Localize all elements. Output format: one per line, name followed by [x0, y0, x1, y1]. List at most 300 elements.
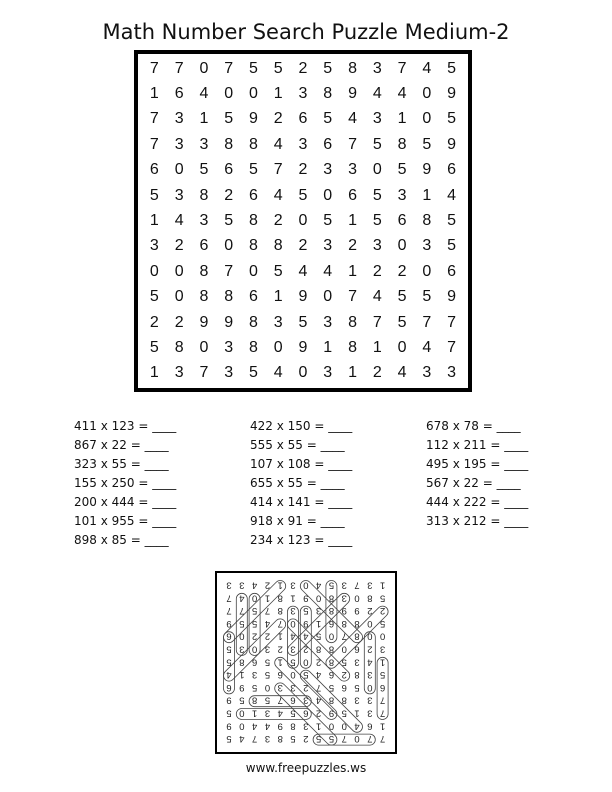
grid-cell: 4: [199, 85, 209, 103]
answer-key-digit: 8: [367, 592, 373, 604]
answer-key-digit: 4: [264, 617, 271, 629]
grid-cell: 9: [447, 135, 457, 153]
clue: 200 x 444 = ____: [74, 495, 177, 509]
grid-cell: 7: [174, 59, 184, 77]
answer-key-digit: 4: [315, 694, 322, 706]
grid-cell: 7: [447, 313, 457, 331]
grid-cell: 5: [273, 262, 283, 280]
grid-cell: 5: [249, 59, 258, 77]
answer-key-digit: 5: [239, 694, 245, 706]
answer-key-digit: 1: [290, 592, 296, 604]
grid-cell: 3: [174, 364, 184, 382]
grid-cell: 7: [447, 338, 457, 356]
grid-cell: 8: [422, 211, 432, 229]
answer-key-digit: 1: [315, 720, 322, 732]
grid-cell: 8: [249, 237, 258, 255]
answer-key-digit: 1: [277, 656, 283, 668]
grid-cell: 3: [422, 364, 432, 382]
answer-key-digit: 5: [290, 733, 296, 745]
answer-key-digit: 8: [277, 733, 283, 745]
clue: 495 x 195 = ____: [426, 457, 529, 471]
grid-cell: 1: [149, 364, 159, 382]
grid-cell: 2: [273, 211, 283, 229]
answer-key-digit: 2: [277, 643, 283, 655]
grid-cell: 3: [372, 237, 382, 255]
answer-key-digit: 4: [251, 579, 258, 591]
answer-key-digit: 1: [277, 630, 283, 642]
grid-cell: 6: [224, 161, 234, 179]
grid-cell: 6: [298, 110, 308, 128]
grid-cell: 7: [372, 313, 382, 331]
answer-key-digit: 6: [290, 694, 296, 706]
grid-cell: 7: [273, 161, 283, 179]
grid-cell: 2: [174, 237, 184, 255]
answer-key-digit: 9: [303, 617, 309, 629]
answer-key-digit: 0: [315, 592, 322, 604]
answer-key-digit: 2: [379, 605, 386, 617]
answer-key-digit: 0: [367, 681, 373, 693]
grid-cell: 7: [348, 288, 357, 306]
answer-key-digit: 5: [341, 707, 347, 719]
grid-cell: 2: [149, 313, 159, 331]
answer-key-digit: 5: [354, 681, 360, 693]
answer-key-digit: 3: [290, 643, 296, 655]
answer-key-digit: 2: [303, 733, 309, 745]
answer-key-digit: 8: [354, 669, 360, 681]
grid-cell: 7: [199, 364, 209, 382]
answer-key-digit: 4: [277, 707, 283, 719]
grid-cell: 0: [174, 262, 184, 280]
answer-key-digit: 3: [290, 605, 296, 617]
grid-cell: 3: [447, 364, 457, 382]
grid-cell: 1: [348, 364, 357, 382]
answer-key-digit: 5: [226, 656, 232, 668]
grid-cell: 6: [174, 85, 184, 103]
grid-cell: 9: [224, 313, 234, 331]
grid-cell: 4: [397, 364, 407, 382]
grid-cell: 4: [372, 85, 382, 103]
answer-key-digit: 3: [264, 707, 271, 719]
answer-key-digit: 6: [277, 669, 283, 681]
grid-cell: 0: [249, 262, 258, 280]
answer-key-digit: 9: [226, 694, 232, 706]
answer-key-digit: 7: [277, 694, 283, 706]
grid-cell: 7: [224, 262, 234, 280]
grid-cell: 8: [224, 135, 234, 153]
answer-key-digit: 5: [341, 656, 347, 668]
answer-key-digit: 3: [379, 643, 386, 655]
grid-cell: 5: [372, 135, 382, 153]
answer-key-digit: 5: [264, 656, 271, 668]
answer-key-digit: 8: [315, 643, 322, 655]
grid-cell: 2: [273, 110, 283, 128]
answer-key-digit: 0: [239, 707, 245, 719]
grid-cell: 4: [397, 85, 407, 103]
grid-cell: 9: [199, 313, 209, 331]
answer-key-digit: 8: [328, 592, 335, 604]
answer-key-digit: 7: [226, 605, 232, 617]
answer-key-digit: 0: [303, 579, 309, 591]
grid-cell: 5: [149, 186, 159, 204]
clue: 918 x 91 = ____: [250, 514, 345, 528]
answer-key-digit: 2: [367, 643, 373, 655]
answer-key-digit: 5: [315, 630, 322, 642]
answer-key-digit: 3: [367, 579, 373, 591]
grid-cell: 7: [348, 135, 357, 153]
grid-cell: 0: [298, 364, 308, 382]
grid-cell: 3: [273, 313, 283, 331]
clue: 107 x 108 = ____: [250, 457, 353, 471]
puzzle-title: Math Number Search Puzzle Medium-2: [102, 20, 510, 44]
grid-cell: 8: [199, 262, 209, 280]
grid-cell: 1: [348, 211, 357, 229]
answer-key-digit: 6: [379, 681, 386, 693]
answer-key-digit: 0: [341, 643, 347, 655]
grid-cell: 7: [149, 59, 159, 77]
answer-key-digit: 1: [354, 707, 360, 719]
site-url: www.freepuzzles.ws: [245, 761, 367, 775]
grid-cell: 8: [348, 313, 357, 331]
grid-cell: 1: [323, 338, 333, 356]
grid-cell: 6: [249, 288, 258, 306]
grid-cell: 1: [199, 110, 209, 128]
answer-key-digit: 5: [290, 656, 296, 668]
answer-key-digit: 4: [354, 720, 360, 732]
clue: 414 x 141 = ____: [250, 495, 353, 509]
answer-key-digit: 7: [379, 733, 386, 745]
grid-cell: 5: [273, 59, 283, 77]
grid-cell: 5: [149, 288, 159, 306]
answer-key-digit: 7: [264, 605, 271, 617]
answer-key-digit: 8: [341, 694, 347, 706]
answer-key-digit: 0: [290, 617, 296, 629]
answer-key-digit: 7: [315, 681, 322, 693]
grid-cell: 8: [199, 186, 209, 204]
grid-cell: 9: [298, 288, 308, 306]
answer-key-digit: 1: [379, 720, 386, 732]
clue: 867 x 22 = ____: [74, 438, 169, 452]
grid-cell: 8: [224, 288, 234, 306]
answer-key-digit: 5: [251, 617, 258, 629]
grid-cell: 8: [348, 59, 357, 77]
grid-cell: 5: [422, 135, 432, 153]
grid-cell: 5: [249, 161, 258, 179]
grid-cell: 8: [249, 211, 258, 229]
grid-cell: 2: [174, 313, 184, 331]
grid-cell: 0: [249, 85, 258, 103]
answer-key-digit: 8: [277, 592, 283, 604]
grid-cell: 8: [199, 288, 209, 306]
grid-cell: 5: [298, 186, 308, 204]
grid-cell: 3: [298, 135, 308, 153]
answer-key-digit: 4: [226, 669, 232, 681]
answer-key-digit: 8: [239, 656, 245, 668]
answer-key-digit: 5: [328, 579, 335, 591]
grid-cell: 0: [199, 59, 209, 77]
grid-cell: 6: [397, 211, 407, 229]
answer-key-digit: 9: [226, 720, 232, 732]
grid-cell: 0: [224, 237, 234, 255]
answer-key-digit: 9: [239, 681, 245, 693]
grid-cell: 4: [273, 364, 283, 382]
grid-cell: 2: [348, 237, 357, 255]
answer-key-digit: 4: [290, 630, 296, 642]
answer-key-digit: 2: [264, 630, 271, 642]
grid-cell: 3: [397, 186, 407, 204]
grid-cell: 0: [149, 262, 159, 280]
answer-key-digit: 8: [290, 720, 296, 732]
grid-cell: 2: [372, 262, 382, 280]
answer-key-digit: 5: [290, 707, 296, 719]
grid-cell: 3: [174, 135, 184, 153]
grid-cell: 2: [224, 186, 234, 204]
answer-key-digit: 0: [264, 681, 271, 693]
grid-cell: 1: [422, 186, 432, 204]
answer-key-digit: 3: [341, 579, 347, 591]
answer-key-digit: 3: [341, 592, 347, 604]
grid-cell: 4: [422, 338, 432, 356]
answer-key-digit: 0: [239, 630, 245, 642]
clue: 234 x 123 = ____: [250, 533, 353, 547]
answer-key-digit: 3: [354, 656, 360, 668]
grid-cell: 3: [174, 186, 184, 204]
answer-key-digit: 4: [315, 669, 322, 681]
clue: 411 x 123 = ____: [74, 419, 177, 433]
answer-key-digit: 2: [315, 656, 322, 668]
answer-key-digit: 7: [239, 605, 245, 617]
clue: 898 x 85 = ____: [74, 533, 169, 547]
grid-cell: 0: [174, 161, 184, 179]
grid-cell: 3: [348, 161, 357, 179]
answer-key-digit: 8: [328, 656, 335, 668]
grid-cell: 1: [397, 110, 407, 128]
grid-cell: 3: [422, 237, 432, 255]
answer-key-digit: 3: [303, 694, 309, 706]
answer-key-digit: 2: [303, 681, 309, 693]
answer-key-digit: 6: [367, 720, 373, 732]
grid-cell: 5: [298, 313, 308, 331]
answer-key-digit: 5: [239, 617, 245, 629]
clue-column-3: [426, 417, 528, 531]
grid-cell: 1: [273, 288, 283, 306]
grid-cell: 8: [348, 338, 357, 356]
grid-cell: 0: [372, 161, 382, 179]
answer-key-digit: 5: [379, 669, 386, 681]
answer-key-digit: 3: [290, 681, 296, 693]
answer-key-digit: 1: [379, 656, 386, 668]
grid-cell: 6: [199, 237, 209, 255]
grid-cell: 4: [273, 135, 283, 153]
answer-key-digit: 6: [354, 643, 360, 655]
answer-key-digit: 0: [251, 592, 258, 604]
answer-key-graphic: [217, 573, 395, 752]
grid-cell: 6: [249, 186, 258, 204]
answer-key-digit: 2: [303, 643, 309, 655]
grid-cell: 0: [323, 186, 333, 204]
clue: 678 x 78 = ____: [426, 419, 521, 433]
grid-cell: 2: [298, 161, 308, 179]
answer-key-digit: 9: [277, 720, 283, 732]
answer-key-digit: 1: [379, 579, 386, 591]
grid-cell: 8: [249, 135, 258, 153]
grid-cell: 2: [298, 237, 308, 255]
answer-key-digit: 5: [226, 643, 232, 655]
grid-cell: 6: [323, 135, 333, 153]
answer-key-digit: 7: [251, 733, 258, 745]
grid-cell: 3: [149, 237, 159, 255]
answer-key-digit: 6: [328, 669, 335, 681]
answer-key-digit: 6: [226, 630, 232, 642]
answer-key-thumbnail: [215, 571, 397, 754]
answer-key-digit: 7: [341, 630, 347, 642]
answer-key-digit: 9: [226, 617, 232, 629]
grid-cell: 3: [298, 85, 308, 103]
grid-cell: 5: [397, 288, 407, 306]
grid-cell: 9: [447, 85, 457, 103]
grid-cell: 3: [323, 161, 333, 179]
grid-cell: 5: [224, 110, 234, 128]
grid-cell: 3: [224, 338, 234, 356]
grid-cell: 4: [298, 262, 308, 280]
answer-key-digit: 0: [379, 630, 386, 642]
answer-key-digit: 9: [354, 605, 360, 617]
answer-key-digit: 3: [264, 643, 271, 655]
grid-cell: 1: [149, 85, 159, 103]
grid-cell: 0: [199, 338, 209, 356]
grid-cell: 5: [249, 364, 258, 382]
answer-key-digit: 0: [239, 720, 245, 732]
clue: 323 x 55 = ____: [74, 457, 169, 471]
answer-key-digit: 3: [277, 681, 283, 693]
grid-cell: 3: [199, 211, 209, 229]
answer-key-digit: 5: [251, 681, 258, 693]
clue: 313 x 212 = ____: [426, 514, 529, 528]
answer-key-digit: 9: [341, 605, 347, 617]
clue: 422 x 150 = ____: [250, 419, 353, 433]
grid-cell: 5: [323, 211, 333, 229]
answer-key-digit: 8: [354, 617, 360, 629]
grid-cell: 5: [224, 211, 234, 229]
grid-cell: 9: [447, 288, 457, 306]
answer-key-digit: 4: [239, 733, 245, 745]
answer-key-digit: 0: [354, 592, 360, 604]
grid-cell: 0: [273, 338, 283, 356]
answer-key-digit: 3: [264, 733, 271, 745]
answer-key-digit: 6: [251, 656, 258, 668]
answer-key-digit: 1: [277, 579, 283, 591]
grid-cell: 7: [149, 110, 159, 128]
answer-key-digit: 0: [328, 720, 335, 732]
answer-key-digit: 3: [290, 579, 296, 591]
clue: 101 x 955 = ____: [74, 514, 177, 528]
grid-cell: 0: [422, 110, 432, 128]
answer-key-digit: 5: [251, 605, 258, 617]
grid-cell: 5: [323, 110, 333, 128]
answer-key-digit: 2: [367, 605, 373, 617]
grid-cell: 9: [348, 85, 357, 103]
grid-cell: 1: [348, 262, 357, 280]
answer-key-digit: 5: [379, 592, 386, 604]
answer-key-digit: 5: [226, 733, 232, 745]
clue: 655 x 55 = ____: [250, 476, 345, 490]
grid-cell: 1: [149, 211, 159, 229]
answer-key-digit: 2: [264, 579, 271, 591]
grid-cell: 6: [447, 262, 457, 280]
answer-key-digit: 7: [354, 579, 360, 591]
grid-cell: 5: [447, 59, 457, 77]
answer-key-digit: 6: [303, 707, 309, 719]
answer-loop: [236, 709, 311, 720]
answer-key-digit: 6: [341, 681, 347, 693]
grid-cell: 9: [422, 161, 432, 179]
answer-key-digit: 7: [277, 617, 283, 629]
answer-key-digit: 4: [367, 656, 373, 668]
answer-key-digit: 1: [315, 617, 322, 629]
answer-key-digit: 4: [303, 630, 309, 642]
grid-cell: 7: [224, 59, 234, 77]
grid-cell: 4: [372, 288, 382, 306]
answer-key-digit: 4: [251, 720, 258, 732]
grid-cell: 5: [447, 237, 457, 255]
answer-key-digit: 4: [315, 579, 322, 591]
grid-cell: 6: [348, 186, 357, 204]
answer-key-digit: 5: [328, 681, 335, 693]
answer-key-digit: 5: [226, 707, 232, 719]
grid-cell: 5: [372, 186, 382, 204]
grid-cell: 1: [372, 338, 382, 356]
answer-key-digit: 2: [341, 669, 347, 681]
answer-key-digit: 1: [251, 707, 258, 719]
answer-key-digit: 3: [251, 669, 258, 681]
grid-cell: 8: [273, 237, 283, 255]
answer-key-digit: 3: [367, 669, 373, 681]
answer-key-digit: 3: [354, 694, 360, 706]
answer-key-digit: 5: [379, 617, 386, 629]
grid-cell: 3: [323, 364, 333, 382]
answer-key-digit: 2: [251, 630, 258, 642]
grid-cell: 0: [224, 85, 234, 103]
grid-cell: 2: [372, 364, 382, 382]
answer-key-digit: 3: [367, 707, 373, 719]
grid-cell: 9: [298, 338, 308, 356]
answer-key-digit: 0: [367, 617, 373, 629]
answer-key-digit: 4: [239, 592, 245, 604]
answer-key-digit: 6: [226, 681, 232, 693]
grid-cell: 3: [372, 59, 382, 77]
answer-key-digit: 9: [303, 592, 309, 604]
answer-key-digit: 3: [315, 605, 322, 617]
grid-cell: 0: [323, 288, 333, 306]
answer-key-digit: 0: [251, 643, 258, 655]
clue: 112 x 211 = ____: [426, 438, 529, 452]
grid-cell: 3: [199, 135, 209, 153]
answer-key-digit: 0: [290, 669, 296, 681]
grid-cell: 5: [323, 59, 333, 77]
answer-key-digit: 8: [328, 605, 335, 617]
grid-cell: 8: [323, 85, 333, 103]
answer-key-digit: 0: [303, 656, 309, 668]
clue: 555 x 55 = ____: [250, 438, 345, 452]
answer-key-digit: 3: [303, 720, 309, 732]
grid-cell: 4: [348, 110, 357, 128]
clue-column-1: [74, 417, 176, 550]
grid-cell: 0: [397, 237, 407, 255]
answer-key-digit: 1: [264, 592, 271, 604]
grid-cell: 1: [273, 85, 283, 103]
answer-key-digit: 5: [264, 669, 271, 681]
clue-column-2: [250, 417, 352, 550]
grid-cell: 4: [174, 211, 184, 229]
